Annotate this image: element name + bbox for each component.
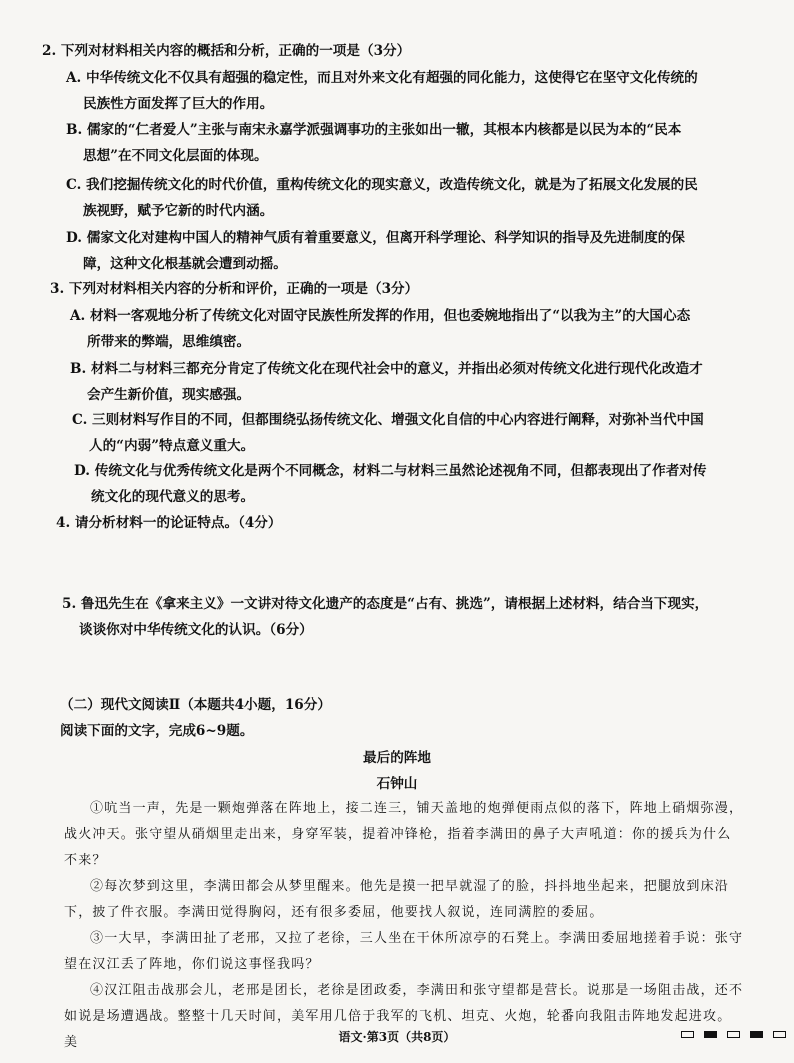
option-line: 统文化的现代意义的思考。 — [91, 489, 255, 505]
alignment-mark-icon — [704, 1031, 717, 1038]
alignment-marks — [681, 1031, 786, 1038]
alignment-mark-icon — [681, 1031, 694, 1038]
option-line: 障，这种文化根基就会遭到动摇。 — [83, 256, 287, 272]
option-line: B. 材料二与材料三都充分肯定了传统文化在现代社会中的意义，并指出必须对传统文化进行现代化改造才 — [70, 361, 703, 377]
alignment-mark-icon — [773, 1031, 786, 1038]
section-heading: （二）现代文阅读Ⅱ（本题共4小题，16分） — [60, 697, 331, 713]
option-line: 族视野，赋予它新的时代内涵。 — [83, 203, 274, 219]
option-line: 会产生新价值，现实感强。 — [87, 387, 251, 403]
q2-option-c — [66, 172, 698, 224]
passage-body — [64, 796, 744, 1056]
paragraph-3: ③一大早，李满田扯了老邢，又拉了老徐，三人坐在干休所凉亭的石凳上。李满田委屈地搓着手说：张守望在汉江丢了阵地，你们说这事怪我吗？ — [64, 931, 744, 972]
passage-title: 最后的阵地 — [363, 750, 431, 766]
paragraph-2: ②每次梦到这里，李满田都会从梦里醒来。他先是摸一把早就湿了的脸，抖抖地坐起来，把腿放到床沿下，披了件衣服。李满田觉得胸闷，还有很多委屈，他要找人叙说，连同满腔的委屈。 — [64, 879, 730, 920]
q2-option-a — [66, 65, 698, 117]
question-3-stem: 3. 下列对材料相关内容的分析和评价，正确的一项是（3分） — [50, 281, 419, 297]
option-line: 思想”在不同文化层面的体现。 — [83, 148, 268, 164]
question-2-stem: 2. 下列对材料相关内容的概括和分析，正确的一项是（3分） — [42, 43, 411, 59]
question-5-stem — [62, 591, 708, 643]
alignment-mark-icon — [727, 1031, 740, 1038]
page-footer: 语文·第3页（共8页） — [338, 1030, 456, 1044]
option-line: 民族性方面发挥了巨大的作用。 — [83, 96, 274, 112]
question-line: 5. 鲁迅先生在《拿来主义》一文讲对待文化遗产的态度是“占有、挑选”，请根据上述材料，结合当下现实， — [62, 596, 709, 612]
option-line: C. 三则材料写作目的不同，但都围绕弘扬传统文化、增强文化自信的中心内容进行阐释，对弥补当代中国 — [72, 412, 704, 428]
q3-option-c — [72, 407, 704, 459]
paragraph-1: ①吭当一声，先是一颗炮弹落在阵地上，接二连三，铺天盖地的炮弹便雨点似的落下，阵地上硝烟弥漫，战火冲天。张守望从硝烟里走出来，身穿军装，提着冲锋枪，指着李满田的鼻子大声吼道：你的援兵为什么不来？ — [64, 801, 744, 868]
option-line: 人的“内弱”特点意义重大。 — [89, 438, 255, 454]
q3-option-d — [74, 458, 706, 510]
passage-author: 石钟山 — [376, 776, 418, 792]
alignment-mark-icon — [750, 1031, 763, 1038]
q3-option-a — [70, 303, 690, 355]
q2-option-b — [66, 117, 681, 169]
option-line: C. 我们挖掘传统文化的时代价值，重构传统文化的现实意义，改造传统文化，就是为了拓展文化发展的民 — [66, 177, 698, 193]
q2-option-d — [66, 225, 685, 277]
section-instruction: 阅读下面的文字，完成6~9题。 — [60, 723, 254, 739]
option-line: D. 儒家文化对建构中国人的精神气质有着重要意义，但离开科学理论、科学知识的指导及先进制度的保 — [66, 230, 685, 246]
option-line: B. 儒家的“仁者爱人”主张与南宋永嘉学派强调事功的主张如出一辙，其根本内核都是以民为本的“民本 — [66, 122, 682, 138]
option-line: A. 中华传统文化不仅具有超强的稳定性，而且对外来文化有超强的同化能力，这使得它在坚守文化传统的 — [66, 70, 698, 86]
option-line: A. 材料一客观地分析了传统文化对固守民族性所发挥的作用，但也委婉地指出了“以我为主”的大国心态 — [70, 308, 691, 324]
option-line: 所带来的弊端，思维缜密。 — [87, 334, 251, 350]
option-line: D. 传统文化与优秀传统文化是两个不同概念，材料二与材料三虽然论述视角不同，但都表现出了作者对传 — [74, 463, 707, 479]
q3-option-b — [70, 356, 703, 408]
paragraph-4: ④汉江阻击战那会儿，老邢是团长，老徐是团政委，李满田和张守望都是营长。说那是一场阻击战，还不如说是场遭遇战。整整十几天时间，美军用几倍于我军的飞机、坦克、火炮，轮番向我阻击阵地发起进攻。美 — [64, 983, 744, 1050]
question-line: 谈谈你对中华传统文化的认识。（6分） — [79, 622, 313, 638]
question-4-stem: 4. 请分析材料一的论证特点。（4分） — [56, 515, 282, 531]
